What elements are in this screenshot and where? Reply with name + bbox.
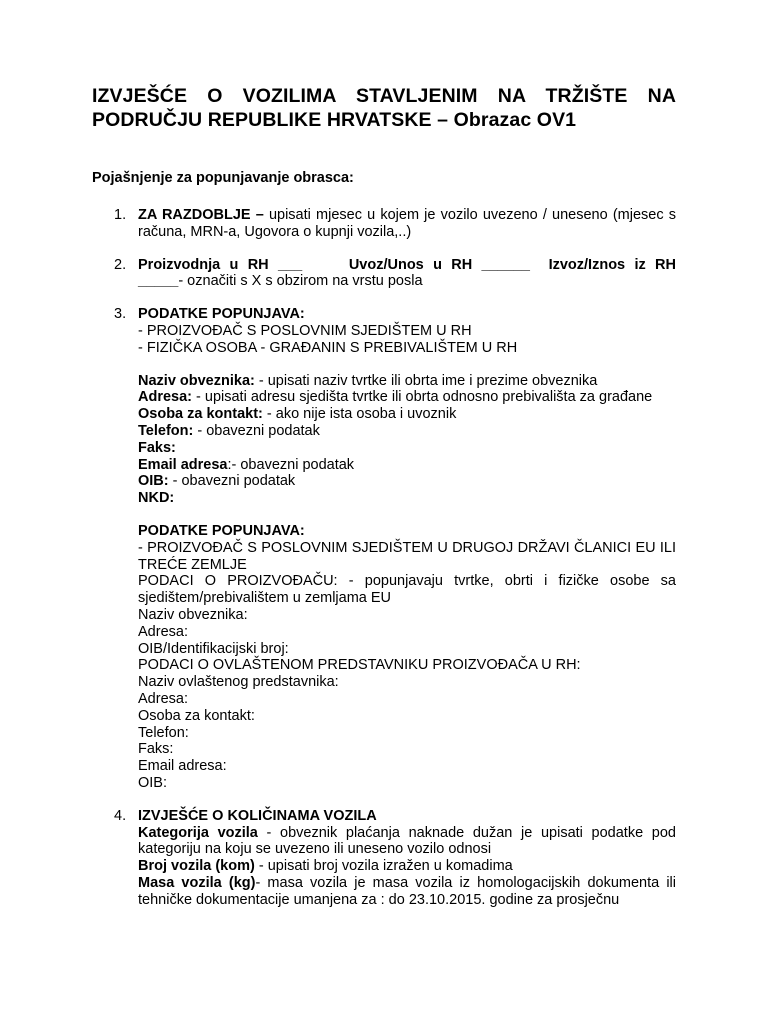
title-line-2: PODRUČJU REPUBLIKE HRVATSKE – Obrazac OV1 <box>92 109 577 131</box>
domestic-producer: - PROIZVOĐAČ S POSLOVNIM SJEDIŠTEM U RH <box>138 322 472 339</box>
field-label: Adresa: <box>138 389 192 406</box>
list-item-4 <box>92 808 676 909</box>
field-adresa <box>138 389 676 406</box>
list-item-3 <box>92 306 676 792</box>
field-description: - masa vozila je masa vozila iz homologacijskih dokumenta ili tehničke dokumentacije umanjena za : do 23.10.2015. godine za prosječnu <box>138 874 676 908</box>
form-line: Faks: <box>138 741 174 758</box>
field-osoba <box>138 406 676 423</box>
item-number: 2. <box>114 256 127 273</box>
field-description: - obavezni podatak <box>193 422 320 439</box>
form-line: Naziv obveznika: <box>138 606 248 623</box>
form-line: Adresa: <box>138 690 188 707</box>
item-1-text <box>138 207 676 241</box>
form-line: OIB/Identifikacijski broj: <box>138 640 289 657</box>
form-line: Naziv ovlaštenog predstavnika: <box>138 674 339 691</box>
period-label: ZA RAZDOBLJE – <box>138 207 264 223</box>
instructions-heading: Pojašnjenje za popunjavanje obrasca: <box>92 170 354 186</box>
field-kategorija <box>138 825 676 859</box>
field-description: - upisati adresu sjedišta tvrtke ili obrta odnosno prebivališta za građane <box>192 389 653 406</box>
field-email <box>138 457 676 474</box>
field-description: - ako nije ista osoba i uvoznik <box>262 406 457 423</box>
form-line: Osoba za kontakt: <box>138 707 255 724</box>
field-description: - upisati naziv tvrtke ili obrta ime i prezime obveznika <box>254 372 598 389</box>
field-oib <box>138 473 676 490</box>
natural-person: - FIZIČKA OSOBA - GRAĐANIN S PREBIVALIŠTEM U RH <box>138 339 518 356</box>
blank-line: _____ <box>138 273 179 290</box>
form-line: Telefon: <box>138 724 189 741</box>
field-label: Naziv obveznika: <box>138 372 255 389</box>
field-label: NKD: <box>138 490 175 507</box>
foreign-producer: - PROIZVOĐAČ S POSLOVNIM SJEDIŠTEM U DRUGOJ DRŽAVI ČLANICI EU ILI TREĆE ZEMLJE <box>138 539 676 573</box>
title-line-1: IZVJEŠĆE O VOZILIMA STAVLJENIM NA TRŽIŠTE NA <box>92 85 676 107</box>
period-description: upisati mjesec u kojem je vozilo uvezeno / uneseno (mjesec s računa, MRN-a, Ugovora o kupnji vozila,..) <box>138 207 676 240</box>
form-line: Adresa: <box>138 623 188 640</box>
field-faks <box>138 440 676 457</box>
document-title <box>92 84 676 132</box>
field-nkd <box>138 490 676 507</box>
item-number: 3. <box>114 306 127 323</box>
field-label: Osoba za kontakt: <box>138 406 263 423</box>
instructions-list <box>92 207 676 908</box>
field-telefon <box>138 423 676 440</box>
field-description: - obveznik plaćanja naknade dužan je upisati podatke pod kategoriju na koju se uvezeno ili uneseno vozilo odnosi <box>138 824 676 858</box>
section-heading: IZVJEŠĆE O KOLIČINAMA VOZILA <box>138 807 377 824</box>
field-description: - obavezni podatak <box>168 473 296 490</box>
field-label: Masa vozila (kg) <box>138 874 256 891</box>
field-label: Telefon: <box>138 422 194 439</box>
business-type-options: Proizvodnja u RH ___ Uvoz/Unos u RH ______ Izvoz/Iznos iz RH <box>138 256 676 273</box>
form-line: PODACI O OVLAŠTENOM PREDSTAVNIKU PROIZVOĐAČA U RH: <box>138 657 581 674</box>
field-broj <box>138 858 676 875</box>
producer-data: PODACI O PROIZVOĐAČU: - popunjavaju tvrtke, obrti i fizičke osobe sa sjedištem/prebivalištem u zemljama EU <box>138 573 676 607</box>
field-label: Email adresa <box>138 456 228 473</box>
item-number: 1. <box>114 207 127 223</box>
mark-instruction: - označiti s X s obzirom na vrstu posla <box>178 273 423 290</box>
form-line: Email adresa: <box>138 758 227 775</box>
form-line: OIB: <box>138 774 168 791</box>
item-number: 4. <box>114 807 127 824</box>
field-label: Broj vozila (kom) <box>138 858 255 875</box>
field-description: :- obavezni podatak <box>227 456 355 473</box>
business-type-instruction <box>138 273 676 290</box>
section-heading: PODATKE POPUNJAVA: <box>138 306 305 323</box>
field-label: OIB: <box>138 473 169 490</box>
field-masa <box>138 875 676 909</box>
field-naziv <box>138 373 676 390</box>
field-label: Faks: <box>138 439 176 456</box>
list-item-2 <box>92 257 676 291</box>
section-heading-2: PODATKE POPUNJAVA: <box>138 522 305 539</box>
field-description: - upisati broj vozila izražen u komadima <box>254 858 513 875</box>
field-label: Kategorija vozila <box>138 824 258 841</box>
list-item-1 <box>92 207 676 241</box>
